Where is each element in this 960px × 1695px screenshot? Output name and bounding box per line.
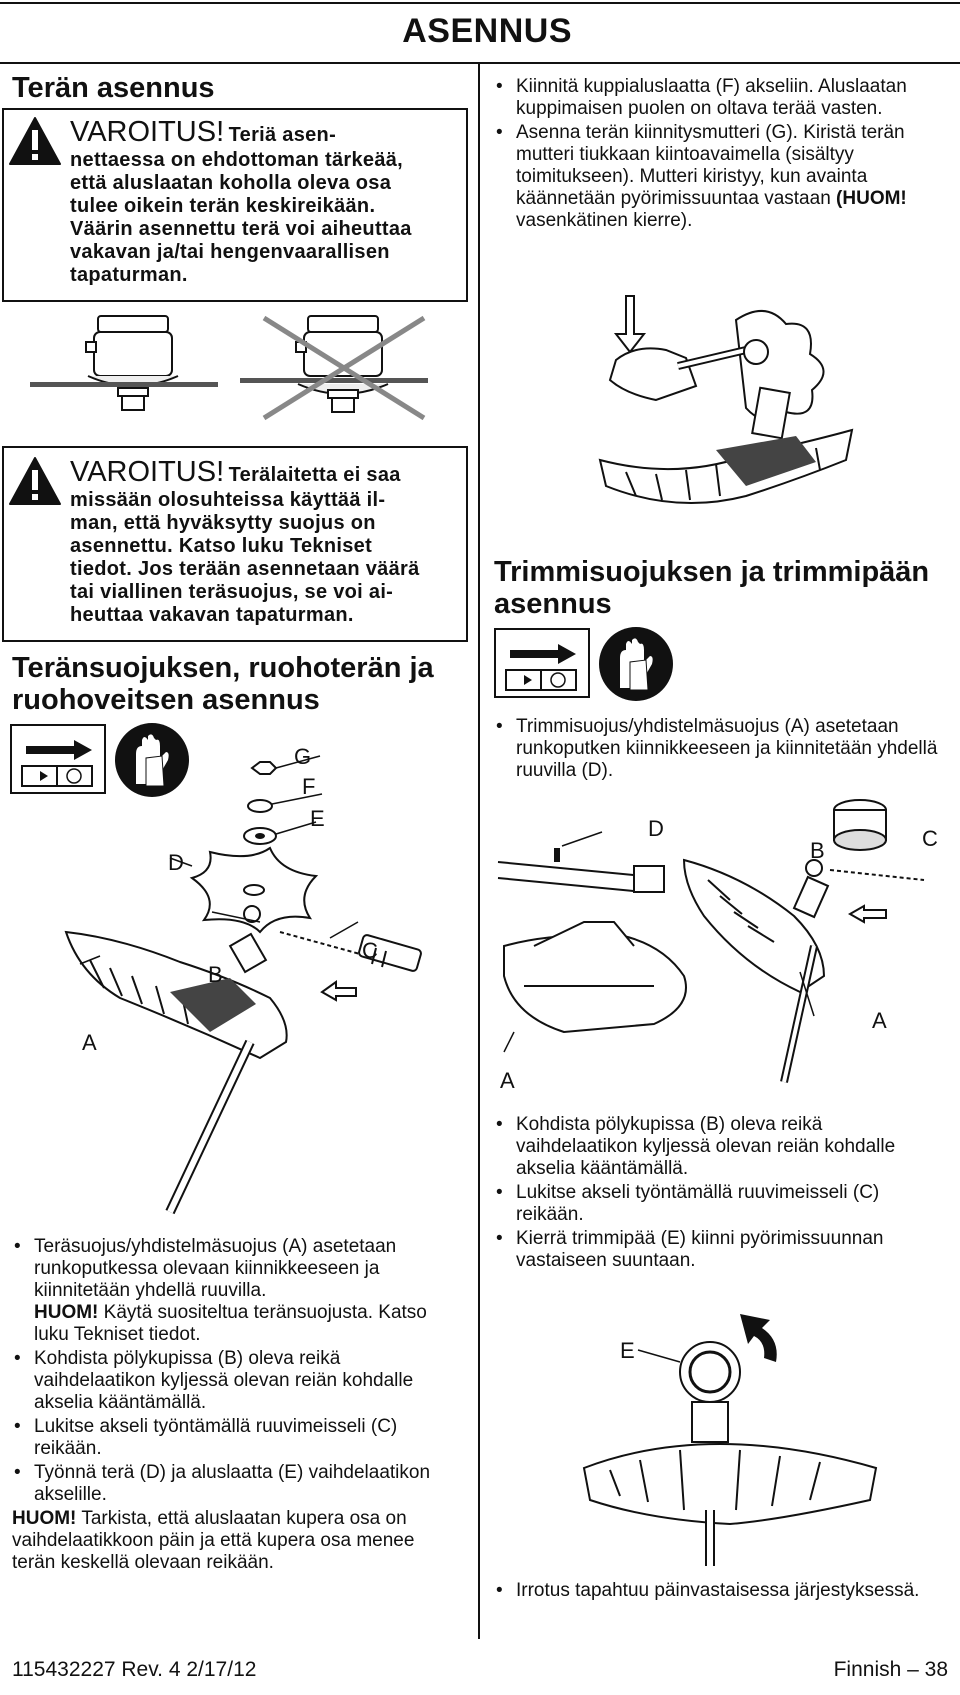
list-item (494, 76, 942, 120)
label-a: A (82, 1030, 97, 1055)
warning-line: että aluslaatan koholla oleva osa (70, 172, 392, 194)
section-title-line: ruohoveitsen asennus (12, 684, 320, 716)
incorrect-assembly-figure (240, 316, 428, 418)
section-title-blade: Terän asennus (12, 72, 215, 104)
label-b: B (810, 838, 825, 863)
section-title-line: asennus (494, 588, 612, 620)
warning-box-1 (2, 108, 468, 302)
arrow-stop-icon (494, 628, 590, 698)
list-item-text: Kohdista pölykupissa (B) oleva reikä vaihdelaatikon kyljessä olevan reiän kohdalle akselia kääntämällä. (34, 1348, 414, 1413)
support-washer-figure (244, 822, 316, 844)
trimmer-guard-illustration (494, 796, 944, 1086)
label-d: D (168, 850, 184, 875)
list-item (12, 1236, 458, 1346)
list-item-text: Kiinnitä kuppialuslaatta (F) akseliin. Aluslaatan kuppimaisen puolen on oltava terää vasten. (516, 76, 907, 119)
nut-tightening-illustration (596, 290, 856, 530)
guard-blade-exploded-illustration (60, 742, 446, 1222)
correct-assembly-figure (30, 316, 218, 410)
trimmer-head-figure (834, 800, 886, 850)
list-item (12, 1462, 458, 1506)
warning-triangle-icon (8, 456, 62, 506)
four-tooth-blade-figure (170, 848, 316, 932)
list-item-text: Asenna terän kiinnitysmutteri (G). Kiristä terän mutteri tiukkaan kiintoavaimella (sisältyy toimitukseen). Mutteri kiristyy, kun avainta käännetään pyörimissuuntaa vastaan (516, 122, 905, 209)
blade-washer-illustration (28, 312, 448, 424)
list-item-text: Lukitse akseli työntämällä ruuvimeisseli (C) reikään. (34, 1416, 398, 1459)
shaft-screw-figure (498, 832, 664, 892)
page-title: ASENNUS (402, 12, 572, 50)
right-mid-instructions (494, 716, 948, 784)
label-c: C (922, 826, 938, 851)
note-label: HUOM! (12, 1508, 77, 1529)
list-item (12, 1416, 458, 1460)
warning-first-text: Terälaitetta ei saa (228, 464, 401, 486)
section-title-guard (12, 652, 472, 716)
label-g: G (294, 744, 312, 769)
warning-line: tulee oikein terän keskireikään. (70, 195, 376, 217)
warning-label: VAROITUS! (70, 116, 225, 148)
right-last-instruction (494, 1580, 948, 1604)
right-last-bullet-list (494, 1580, 948, 1602)
list-item-text: Kohdista pölykupissa (B) oleva reikä vaihdelaatikon kyljessä olevan reiän kohdalle akselia kääntämällä. (516, 1114, 896, 1179)
right-bottom-bullet-list (494, 1114, 948, 1272)
list-item (12, 1348, 458, 1414)
huom-text: vasenkätinen kierre). (516, 210, 693, 231)
warning-box-2 (2, 446, 468, 642)
right-mid-bullet-list (494, 716, 948, 782)
page-header (0, 12, 952, 51)
section-title-line: Trimmisuojuksen ja trimmipään (494, 556, 930, 588)
warning-first-text: Teriä asen- (228, 124, 337, 146)
screwdriver-figure (280, 922, 422, 1000)
list-item (494, 1580, 948, 1602)
warning-line: tiedot. Jos terään asennetaan väärä (70, 558, 420, 580)
column-divider (478, 64, 480, 1639)
warning-line: Väärin asennettu terä voi aiheuttaa (70, 218, 412, 240)
right-top-instructions (494, 76, 942, 234)
top-rule (0, 2, 960, 4)
list-item (494, 716, 948, 782)
note-paragraph (12, 1508, 458, 1574)
warning-line: missään olosuhteissa käyttää il- (70, 489, 386, 511)
label-e: E (310, 806, 325, 831)
list-item-text: Irrotus tapahtuu päinvastaisessa järjestyksessä. (516, 1580, 920, 1601)
list-item (494, 1114, 948, 1180)
header-rule (0, 62, 960, 64)
footer-doc-number: 115432227 Rev. 4 2/17/12 (12, 1658, 257, 1681)
gloves-icon (598, 626, 674, 702)
list-item-text: Kierrä trimmipää (E) kiinni pyörimissuunnan vastaiseen suuntaan. (516, 1228, 884, 1271)
label-e: E (620, 1338, 635, 1363)
guard-figure (66, 906, 287, 1212)
list-item (494, 122, 942, 232)
list-item-text: Teräsuojus/yhdistelmäsuojus (A) asetetaan runkoputkessa olevaan kiinnikkeeseen ja kiinnitetään yhdellä ruuvilla. (34, 1236, 397, 1301)
warning-line: vakavan ja/tai hengenvaarallisen (70, 241, 390, 263)
warning-line: heuttaa vakavan tapaturman. (70, 604, 354, 626)
list-item-text: Työnnä terä (D) ja aluslaatta (E) vaihdelaatikon akselille. (34, 1462, 431, 1505)
list-item-text: Trimmisuojus/yhdistelmäsuojus (A) asetetaan runkoputken kiinnikkeeseen ja kiinnitetään yhdellä ruuvilla (D). (516, 716, 938, 781)
warning-line: tapaturman. (70, 264, 188, 286)
label-c: C (362, 938, 378, 963)
section-title-line: Teränsuojuksen, ruohoterän ja (12, 652, 434, 684)
warning-line: man, että hyväksytty suojus on (70, 512, 376, 534)
label-b: B (208, 962, 223, 987)
warning-line: tai viallinen teräsuojus, se voi ai- (70, 581, 394, 603)
label-a: A (500, 1068, 515, 1093)
list-item-text: Lukitse akseli työntämällä ruuvimeisseli (C) reikään. (516, 1182, 880, 1225)
warning-line: asennettu. Katso luku Tekniset (70, 535, 373, 557)
right-bottom-instructions (494, 1114, 948, 1274)
list-item (494, 1228, 948, 1272)
left-bullet-list (12, 1236, 458, 1506)
label-d: D (648, 816, 664, 841)
left-instructions (12, 1236, 458, 1574)
list-item (494, 1182, 948, 1226)
footer-page-number: Finnish – 38 (833, 1658, 948, 1681)
warning-line: nettaessa on ehdottoman tärkeää, (70, 149, 404, 171)
trimmer-guard-figure (504, 922, 686, 1052)
label-a: A (872, 1008, 887, 1033)
combination-guard-figure (684, 860, 924, 1082)
note-text: Käytä suositeltua teränsuojusta. Katso luku Tekniset tiedot. (34, 1302, 427, 1345)
note-text: Tarkista, että aluslaatan kupera osa on vaihdelaatikkoon päin ja että kupera osa menee terän keskellä olevaan reikään. (12, 1508, 415, 1573)
section-title-trimmer (494, 556, 954, 620)
warning-label: VAROITUS! (70, 456, 225, 488)
right-top-bullet-list (494, 76, 942, 232)
note-label: HUOM! (34, 1302, 99, 1323)
warning-triangle-icon (8, 116, 62, 166)
label-f: F (302, 774, 316, 799)
huom-label: (HUOM! (836, 188, 907, 209)
